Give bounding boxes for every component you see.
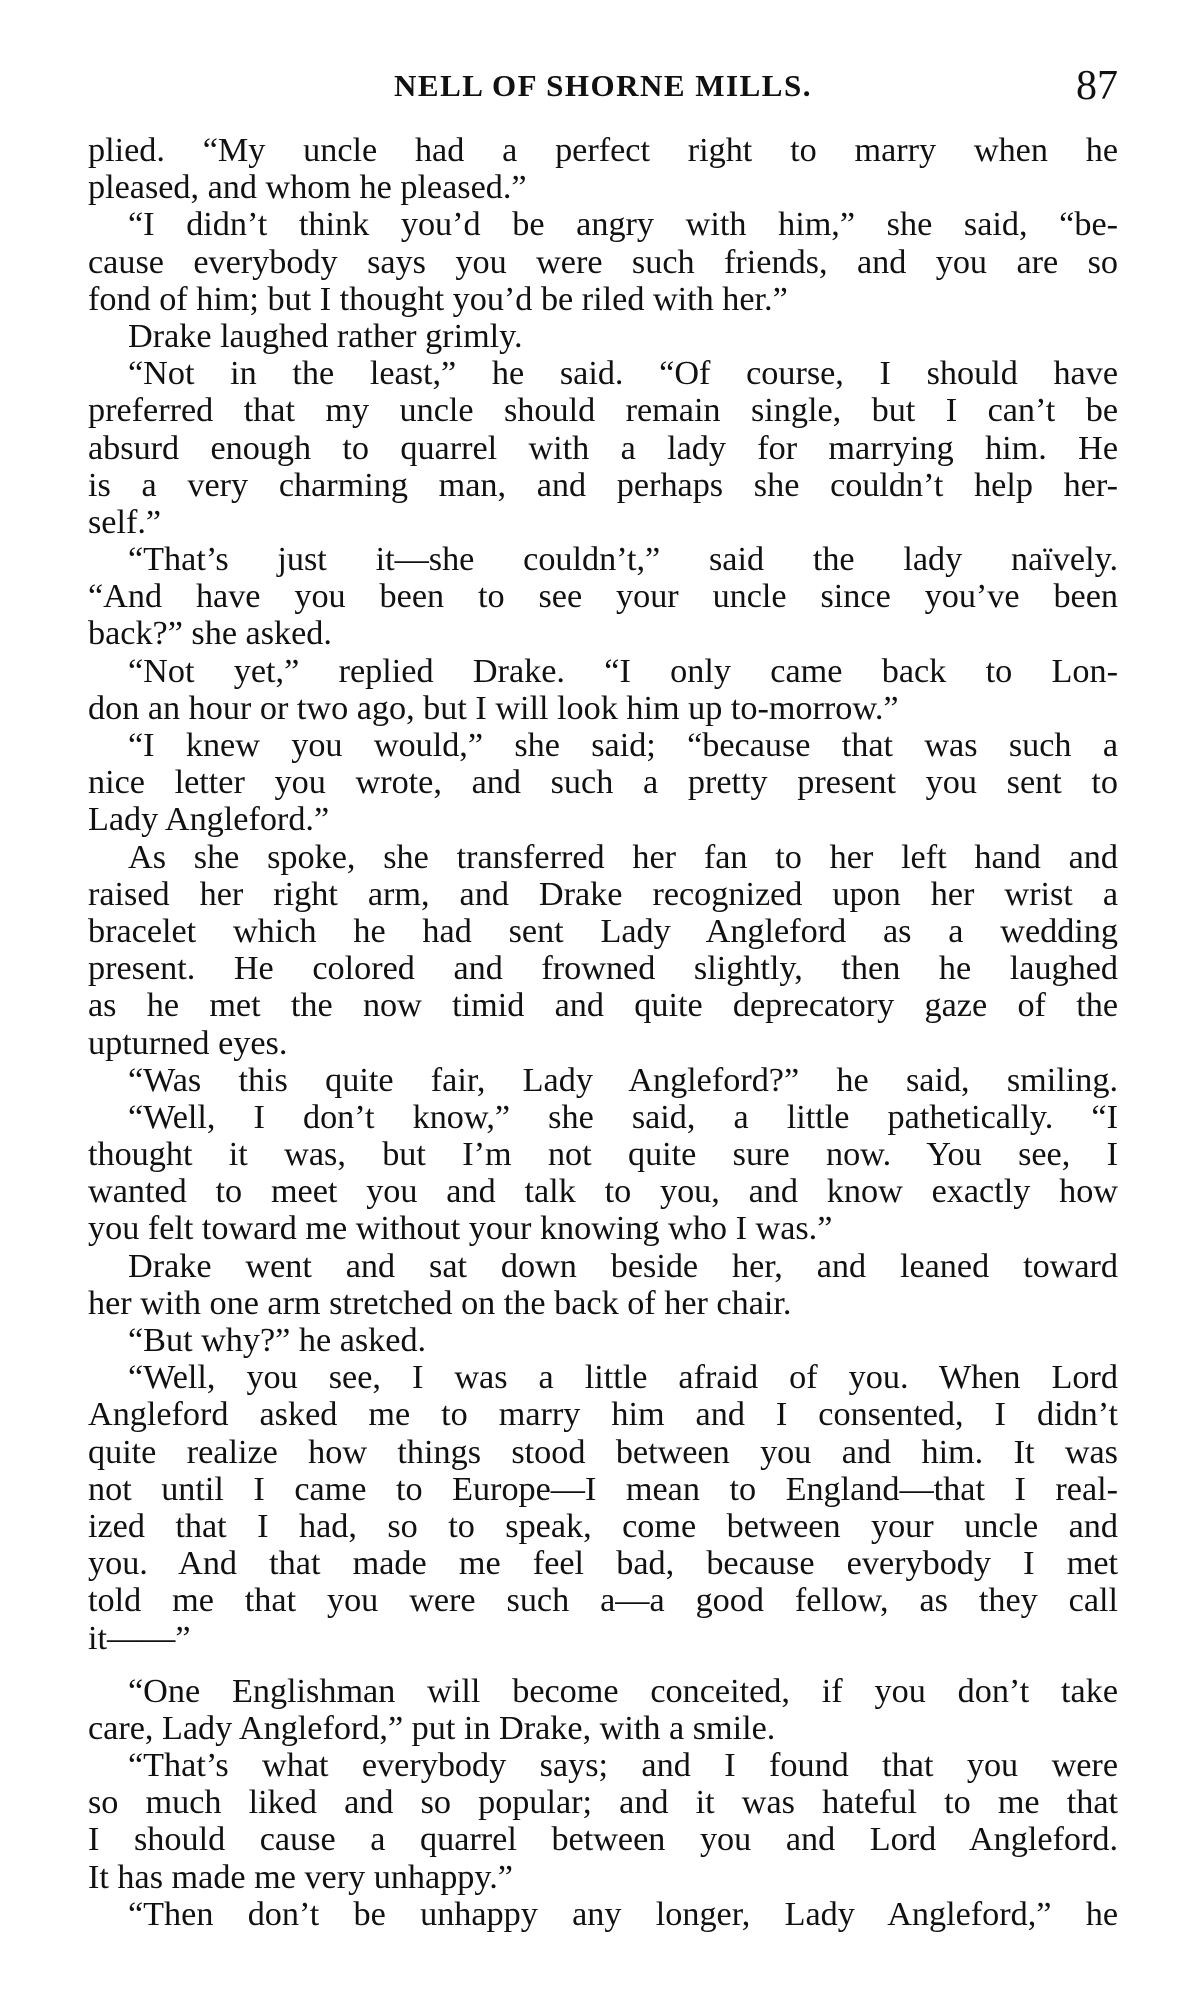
text-line: It has made me very unhappy.” xyxy=(88,1858,513,1896)
text-line: “That’s what everybody says; and I found that you were xyxy=(128,1747,1118,1785)
text-line: “Then don’t be unhappy any longer, Lady Angleford,” he xyxy=(128,1895,1118,1933)
text-line: bracelet which he had sent Lady Angleford as a wedding xyxy=(88,912,1118,950)
text-line: plied. “My uncle had a perfect right to marry when he xyxy=(88,132,1118,169)
text-line: present. He colored and frowned slightly, then he laughed xyxy=(88,950,1118,988)
text-line: is a very charming man, and perhaps she couldn’t help her- xyxy=(88,466,1118,504)
text-line: Drake went and sat down beside her, and leaned toward xyxy=(128,1247,1118,1285)
text-line: so much liked and so popular; and it was hateful to me that xyxy=(88,1784,1118,1822)
text-line: preferred that my uncle should remain single, but I can’t be xyxy=(88,392,1118,430)
text-line: “Well, I don’t know,” she said, a little pathetically. “I xyxy=(128,1098,1118,1136)
text-line: “I didn’t think you’d be angry with him,” she said, “be- xyxy=(128,206,1118,244)
text-line: thought it was, but I’m not quite sure now. You see, I xyxy=(88,1136,1118,1174)
text-line: as he met the now timid and quite deprecatory gaze of the xyxy=(88,987,1118,1025)
text-line: it——” xyxy=(88,1619,191,1657)
text-line: you. And that made me feel bad, because everybody I met xyxy=(88,1545,1118,1583)
text-line: self.” xyxy=(88,503,162,541)
text-line: quite realize how things stood between you and him. It was xyxy=(88,1433,1118,1471)
text-line: nice letter you wrote, and such a pretty present you sent to xyxy=(88,764,1118,802)
text-line: “But why?” he asked. xyxy=(128,1322,427,1359)
text-line: fond of him; but I thought you’d be riled with her.” xyxy=(88,280,788,318)
text-line: As she spoke, she transferred her fan to her left hand and xyxy=(128,838,1118,876)
running-title: NELL OF SHORNE MILLS. xyxy=(394,68,812,103)
text-line: “One Englishman will become conceited, if you don’t take xyxy=(128,1672,1118,1710)
text-line: you felt toward me without your knowing who I was.” xyxy=(88,1210,833,1248)
text-line: “And have you been to see your uncle since you’ve been xyxy=(88,578,1118,616)
text-line: Lady Angleford.” xyxy=(88,801,330,839)
text-line: upturned eyes. xyxy=(88,1024,288,1062)
text-line: cause everybody says you were such friends, and you are so xyxy=(88,243,1118,281)
page-number: 87 xyxy=(1076,63,1118,109)
text-line: “Well, you see, I was a little afraid of you. When Lord xyxy=(128,1359,1118,1397)
text-line: “Was this quite fair, Lady Angleford?” he said, smiling. xyxy=(128,1061,1118,1099)
text-line: wanted to meet you and talk to you, and know exactly how xyxy=(88,1173,1118,1211)
text-line: “That’s just it—she couldn’t,” said the lady naïvely. xyxy=(128,541,1118,579)
text-line: “I knew you would,” she said; “because that was such a xyxy=(128,727,1118,764)
text-line: care, Lady Angleford,” put in Drake, with a smile. xyxy=(88,1709,776,1747)
text-line: ized that I had, so to speak, come between your uncle and xyxy=(88,1507,1118,1545)
running-header xyxy=(88,62,1118,112)
text-line: pleased, and whom he pleased.” xyxy=(88,169,527,207)
text-line: Angleford asked me to marry him and I consented, I didn’t xyxy=(88,1396,1118,1434)
text-line: told me that you were such a—a good fellow, as they call xyxy=(88,1582,1118,1620)
text-line: raised her right arm, and Drake recognized upon her wrist a xyxy=(88,875,1118,913)
text-line: I should cause a quarrel between you and Lord Angleford. xyxy=(88,1821,1118,1859)
text-line: “Not in the least,” he said. “Of course, I should have xyxy=(128,355,1118,393)
body-text xyxy=(88,132,1118,1933)
text-line: not until I came to Europe—I mean to England—that I real- xyxy=(88,1470,1118,1508)
text-line: Drake laughed rather grimly. xyxy=(128,317,523,355)
text-line: don an hour or two ago, but I will look him up to-morrow.” xyxy=(88,689,899,727)
text-line: absurd enough to quarrel with a lady for marrying him. He xyxy=(88,429,1118,467)
text-line: her with one arm stretched on the back of her chair. xyxy=(88,1284,792,1322)
text-line: “Not yet,” replied Drake. “I only came back to Lon- xyxy=(128,652,1118,690)
text-line: back?” she asked. xyxy=(88,615,332,653)
